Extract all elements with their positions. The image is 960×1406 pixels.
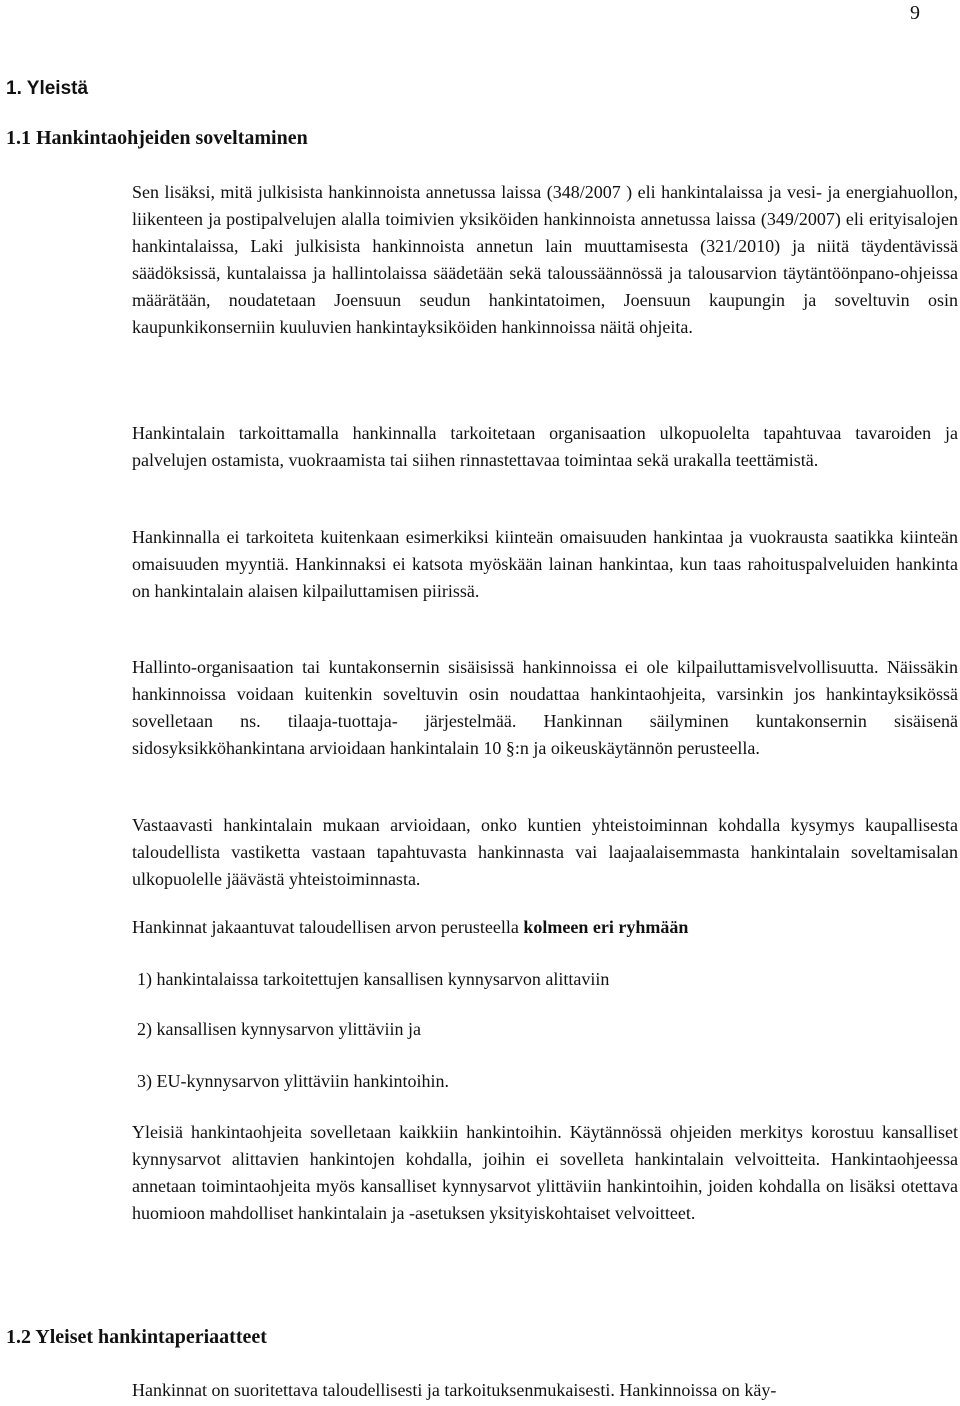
heading-1-2: 1.2 Yleiset hankintaperiaatteet (6, 1326, 267, 1348)
page-number: 9 (910, 2, 920, 24)
paragraph-6-start: Hankinnat jakaantuvat taloudellisen arvon perusteella (132, 917, 524, 937)
list-item-1: 1) hankintalaissa tarkoitettujen kansallisen kynnysarvon alittaviin (137, 969, 610, 989)
paragraph-5 (132, 812, 958, 893)
paragraph-6 (132, 914, 958, 941)
heading-1-1: 1.1 Hankintaohjeiden soveltaminen (6, 127, 308, 149)
paragraph-1-text: Sen lisäksi, mitä julkisista hankinnoista annetussa laissa (348/2007 ) eli hankintalaissa ja vesi- ja energiahuollon, liikenteen ja postipalvelujen alalla toimivien yksiköiden hankinnoista annetussa laissa (349/2007) eli erityisalojen hankintalaissa, Laki julkisista hankinnoista annetun lain muuttamisesta (321/2010) ja niitä täydentävissä säädöksissä, kuntalaissa ja hallintolaissa säädetään sekä taloussäännössä ja talousarvion täytäntöönpano-ohjeissa määrätään, noudatetaan Joensuun seudun hankintatoimen, Joensuun kaupungin ja soveltuvin osin kaupunkikonserniin kuuluvien hankintayksiköiden hankinnoissa näitä ohjeita. (132, 182, 958, 337)
paragraph-3 (132, 524, 958, 605)
paragraph-4-text: Hallinto-organisaation tai kuntakonsernin sisäisissä hankinnoissa ei ole kilpailuttamisvelvollisuutta. Näissäkin hankinnoissa voidaan kuitenkin soveltuvin osin noudattaa hankintaohjeita, varsinkin jos hankintayksikössä sovelletaan ns. tilaaja-tuottaja- järjestelmää. Hankinnan säilyminen kuntakonsernin sisäisenä sidosyksikköhankintana arvioidaan hankintalain 10 §:n ja oikeuskäytännön perusteella. (132, 657, 958, 758)
paragraph-7-text: Yleisiä hankintaohjeita sovelletaan kaikkiin hankintoihin. Käytännössä ohjeiden merkitys korostuu kansalliset kynnysarvot alittavien hankintojen kohdalla, joihin ei sovelleta hankintalain velvoitteita. Hankintaohjeessa annetaan toimintaohjeita myös kansalliset kynnysarvot ylittäviin hankintoihin, joiden kohdalla on lisäksi otettava huomioon mahdolliset hankintalain ja -asetuksen yksityiskohtaiset velvoitteet. (132, 1122, 958, 1223)
paragraph-8: Hankinnat on suoritettava taloudellisesti ja tarkoituksenmukaisesti. Hankinnoissa on käy- (132, 1380, 777, 1400)
list-item-3: 3) EU-kynnysarvon ylittäviin hankintoihin. (137, 1071, 449, 1091)
paragraph-5-text: Vastaavasti hankintalain mukaan arvioidaan, onko kuntien yhteistoiminnan kohdalla kysymys kaupallisesta taloudellista vastiketta vastaan tapahtuvasta hankinnasta vai laajaalaisemmasta hankintalain soveltamisalan ulkopuolelle jäävästä yhteistoiminnasta. (132, 815, 958, 889)
paragraph-4 (132, 654, 958, 762)
heading-1: 1. Yleistä (6, 78, 89, 99)
paragraph-2-text: Hankintalain tarkoittamalla hankinnalla tarkoitetaan organisaation ulkopuolelta tapahtuvaa tavaroiden ja palvelujen ostamista, vuokraamista tai siihen rinnastettavaa toimintaa sekä urakalla teettämistä. (132, 423, 958, 470)
list-item-2: 2) kansallisen kynnysarvon ylittäviin ja (137, 1019, 421, 1039)
paragraph-6-bold: kolmeen eri ryhmään (523, 917, 689, 937)
paragraph-2 (132, 420, 958, 474)
paragraph-3-text: Hankinnalla ei tarkoiteta kuitenkaan esimerkiksi kiinteän omaisuuden hankintaa ja vuokrausta saatikka kiinteän omaisuuden myyntiä. Hankinnaksi ei katsota myöskään lainan hankintaa, kun taas rahoituspalveluiden hankinta on hankintalain alaisen kilpailuttamisen piirissä. (132, 527, 958, 601)
paragraph-1 (132, 179, 958, 341)
paragraph-7 (132, 1119, 958, 1227)
paragraph-6-text (132, 914, 958, 941)
